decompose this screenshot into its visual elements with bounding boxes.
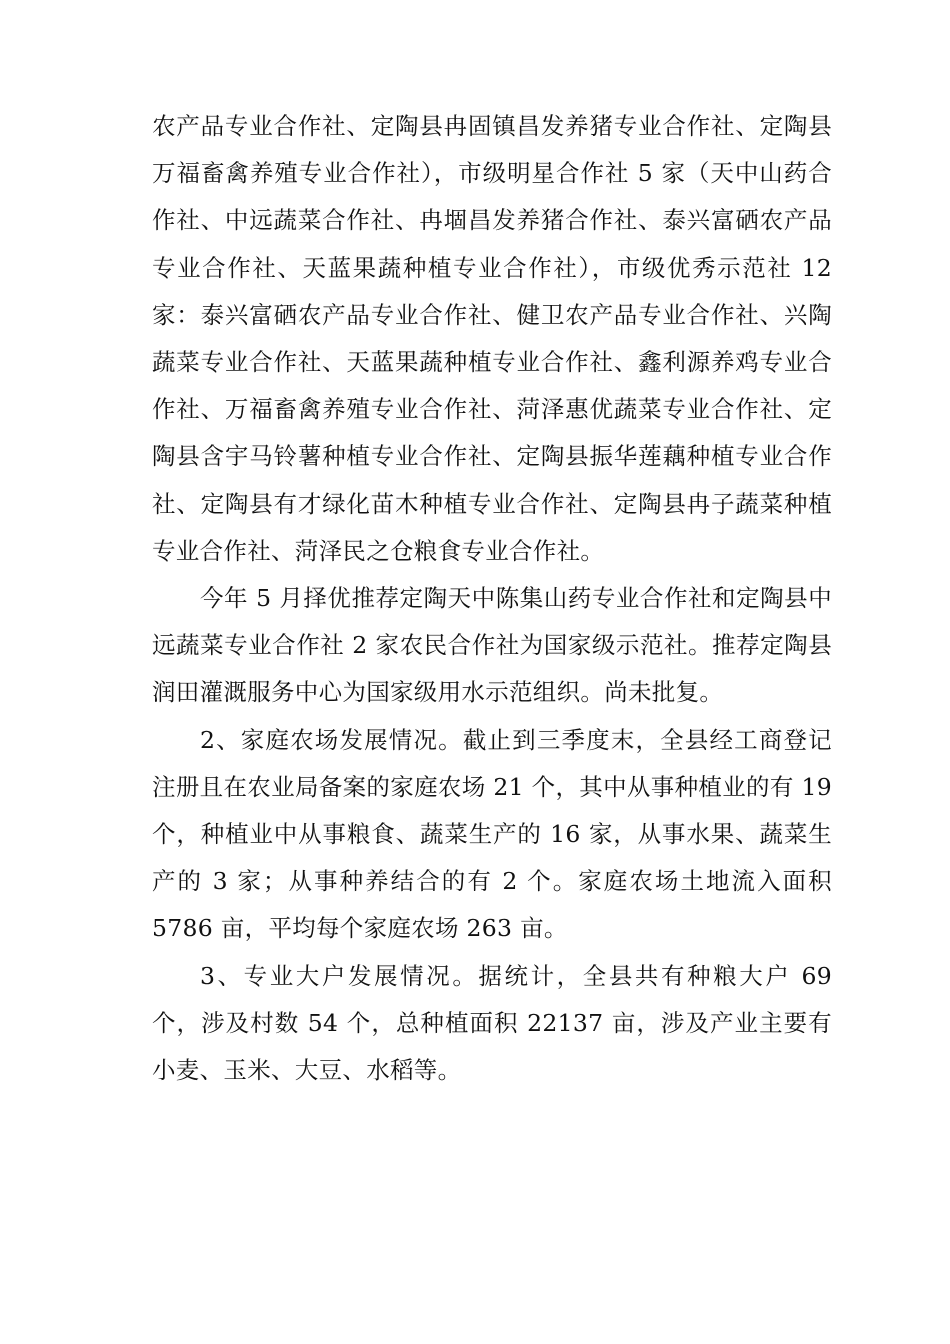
document-body [152, 103, 832, 1094]
paragraph-cooperative-list: 农产品专业合作社、定陶县冉固镇昌发养猪专业合作社、定陶县万福畜禽养殖专业合作社），市级明星合作社 5 家（天中山药合作社、中远蔬菜合作社、冉堌昌发养猪合作社、泰兴富硒农产品专业合作社、天蓝果蔬种植专业合作社），市级优秀示范社 12 家：泰兴富硒农产品专业合作社、健卫农产品专业合作社、兴陶蔬菜专业合作社、天蓝果蔬种植专业合作社、鑫利源养鸡专业合作社、万福畜禽养殖专业合作社、菏泽惠优蔬菜专业合作社、定陶县含宇马铃薯种植专业合作社、定陶县振华莲藕种植专业合作社、定陶县有才绿化苗木种植专业合作社、定陶县冉子蔬菜种植专业合作社、菏泽民之仓粮食专业合作社。 [152, 112, 832, 565]
paragraph-family-farms: 2、家庭农场发展情况。截止到三季度末，全县经工商登记注册且在农业局备案的家庭农场 21 个，其中从事种植业的有 19 个，种植业中从事粮食、蔬菜生产的 16 家，从事水果、蔬菜生产的 3 家；从事种养结合的有 2 个。家庭农场土地流入面积 5786 亩，平均每个家庭农场 263 亩。 [152, 725, 832, 943]
paragraph-large-growers: 3、专业大户发展情况。据统计，全县共有种粮大户 69 个，涉及村数 54 个，总种植面积 22137 亩，涉及产业主要有小麦、玉米、大豆、水稻等。 [152, 961, 832, 1085]
paragraph-national-recommendation: 今年 5 月择优推荐定陶天中陈集山药专业合作社和定陶县中远蔬菜专业合作社 2 家农民合作社为国家级示范社。推荐定陶县润田灌溉服务中心为国家级用水示范组织。尚未批复。 [152, 584, 832, 707]
